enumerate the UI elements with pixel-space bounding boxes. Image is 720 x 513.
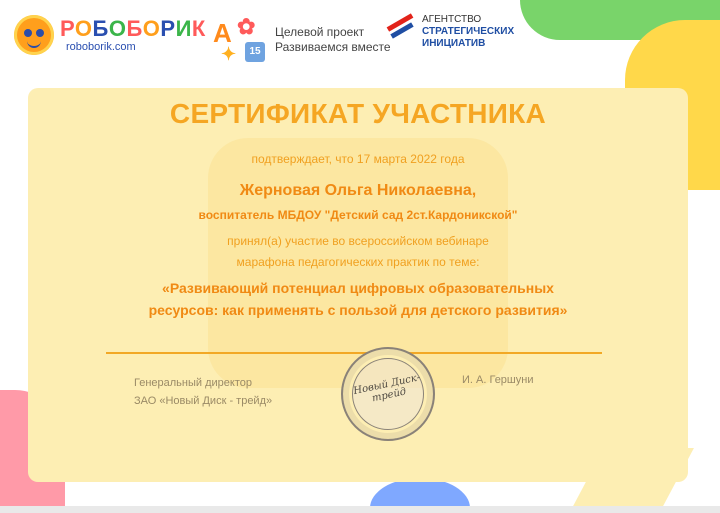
topic-line-1: «Развивающий потенциал цифровых образовательных (162, 280, 554, 296)
roboborik-wordmark: РОБОБОРИК (60, 16, 206, 41)
participation-line: принял(а) участие во всероссийском вебинаре (227, 234, 489, 248)
confirms-line: подтверждает, что 17 марта 2022 года (251, 152, 465, 166)
stamp-text: Новый Диск-трейд (352, 372, 422, 405)
target-project-logo (211, 12, 391, 68)
asi-line-3: ИНИЦИАТИВ (422, 38, 486, 49)
target-project-name: Развиваемся вместе (275, 40, 391, 54)
signatory-role-line-2: ЗАО «Новый Диск - трейд» (134, 395, 273, 407)
robot-face-icon (14, 15, 54, 55)
company-stamp (341, 347, 435, 441)
topic-line-2: ресурсов: как применять с пользой для детского развития» (148, 302, 568, 318)
signatory-name: И. А. Гершуни (462, 374, 534, 386)
asi-logo (386, 14, 514, 50)
asi-arrow-icon (386, 14, 416, 44)
marathon-line: марафона педагогических практик по теме: (236, 255, 480, 269)
signature-divider (106, 352, 602, 354)
signatory-role-line-1: Генеральный директор (134, 377, 252, 389)
roboborik-url: roboborik.com (66, 41, 136, 53)
roboborik-logo (14, 15, 206, 55)
certificate-title: СЕРТИФИКАТ УЧАСТНИКА (169, 98, 547, 129)
signatory-role (134, 374, 272, 410)
bottom-strip (0, 506, 720, 513)
webinar-topic (28, 277, 688, 321)
letter-blocks-icon: А ✿ ✦ 15 (211, 12, 269, 68)
participant-name: Жерновая Ольга Николаевна, (239, 182, 477, 199)
participant-position: воспитатель МБДОУ "Детский сад 2ст.Кардоникской" (198, 208, 518, 222)
target-project-label: Целевой проект (275, 25, 365, 39)
card-speech-tail (572, 448, 694, 508)
asi-line-2: СТРАТЕГИЧЕСКИХ (422, 26, 515, 37)
asi-line-1: АГЕНТСТВО (422, 14, 482, 25)
